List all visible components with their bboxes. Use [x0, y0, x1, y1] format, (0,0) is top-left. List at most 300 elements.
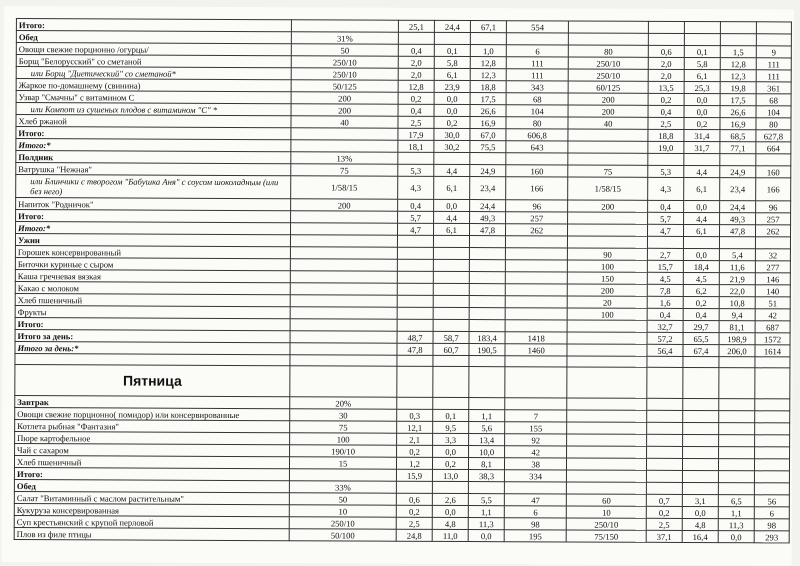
- carbs-age1: [468, 482, 504, 494]
- portion-age1: 15: [290, 457, 397, 469]
- dish-name: Хлеб ржаной: [16, 115, 291, 128]
- fat-age1: 30,2: [434, 140, 470, 152]
- carbs-age2: 47,8: [719, 225, 755, 237]
- fat-age1: 0,0: [434, 199, 470, 211]
- protein-age1: 2,5: [398, 116, 434, 128]
- carbs-age1: [469, 398, 505, 410]
- kcal-age2: 111: [756, 58, 791, 70]
- kcal-age1: 80: [506, 117, 568, 129]
- protein-age1: [397, 271, 433, 283]
- carbs-age2: 77,1: [720, 142, 756, 154]
- fat-age2: [684, 33, 720, 45]
- protein-age1: [397, 283, 433, 295]
- fat-age1: [434, 32, 470, 44]
- kcal-age1: 111: [506, 57, 568, 69]
- protein-age2: [648, 21, 684, 33]
- protein-age2: [647, 236, 683, 248]
- carbs-age1: 67,0: [470, 129, 506, 141]
- fat-age2: 4,5: [683, 272, 719, 284]
- dish-name: Горошек консервированный: [15, 246, 290, 259]
- kcal-age2: 9: [756, 46, 791, 58]
- carbs-age2: [719, 447, 755, 459]
- dish-name: Жаркое по-домашнему (свинина): [16, 79, 291, 92]
- fat-age1: 0,0: [433, 445, 469, 457]
- protein-age2: [647, 398, 683, 410]
- dish-name: Ватрушка "Нежная": [16, 163, 291, 176]
- protein-age1: 0,2: [396, 505, 432, 517]
- portion-age1: [290, 295, 397, 307]
- kcal-age1: [506, 153, 568, 165]
- protein-age1: [397, 295, 433, 307]
- kcal-age2: 627,8: [756, 130, 791, 142]
- protein-age1: 17,9: [398, 128, 434, 140]
- carbs-age2: 5,4: [719, 249, 755, 261]
- fat-age2: 31,4: [684, 129, 720, 141]
- dish-name: или Борщ "Диетический" со сметаной*: [16, 67, 291, 80]
- dish-name: Борщ "Белорусский" со сметаной: [16, 55, 291, 68]
- carbs-age2: 6,5: [718, 495, 754, 507]
- fat-age2: 0,0: [682, 506, 718, 518]
- protein-age2: 2,0: [648, 69, 684, 81]
- fat-age2: 3,1: [682, 494, 718, 506]
- fat-age2: 25,3: [684, 81, 720, 93]
- fat-age2: 0,2: [684, 117, 720, 129]
- carbs-age1: 49,3: [470, 212, 506, 224]
- portion-age2: [567, 320, 647, 332]
- fat-age1: [433, 259, 469, 271]
- protein-age1: [397, 366, 433, 397]
- portion-age2: 100: [568, 260, 648, 272]
- protein-age2: 2,7: [647, 248, 683, 260]
- kcal-age1: 42: [505, 446, 567, 458]
- portion-age1: [291, 140, 398, 152]
- protein-age1: 5,7: [398, 211, 434, 223]
- kcal-age2: [755, 447, 790, 459]
- dish-name: Хлеб пшеничный: [14, 456, 289, 469]
- fat-age2: 0,0: [683, 248, 719, 260]
- carbs-age2: [719, 357, 755, 368]
- carbs-age1: 24,9: [470, 165, 506, 177]
- dish-name: Итого:: [16, 19, 291, 32]
- fat-age2: 0,2: [683, 296, 719, 308]
- portion-age1: [290, 271, 397, 283]
- fat-age1: 3,3: [433, 433, 469, 445]
- protein-age2: [647, 410, 683, 422]
- portion-age1: [290, 331, 397, 343]
- fat-age1: 2,6: [432, 493, 468, 505]
- portion-age2: 40: [568, 117, 648, 129]
- kcal-age2: [755, 357, 790, 368]
- carbs-age2: [719, 399, 755, 411]
- fat-age2: [683, 367, 719, 398]
- portion-age2: 150: [568, 272, 648, 284]
- dish-name: Биточки куриные с сыром: [15, 258, 290, 271]
- portion-age1: [290, 247, 397, 259]
- dish-name: Какао с молоком: [15, 282, 290, 295]
- portion-age1: 50/100: [289, 529, 396, 541]
- kcal-age1: [505, 308, 567, 320]
- kcal-age1: 111: [506, 69, 568, 81]
- carbs-age2: 24,9: [720, 166, 756, 178]
- portion-age2: 250/10: [569, 57, 649, 69]
- carbs-age1: 13,4: [469, 434, 505, 446]
- protein-age1: [397, 235, 433, 247]
- dish-name: Обед: [14, 480, 289, 493]
- fat-age2: [682, 470, 718, 482]
- kcal-age2: [756, 34, 791, 46]
- carbs-age1: [469, 367, 505, 398]
- carbs-age2: 1,5: [720, 46, 756, 58]
- portion-age1: [290, 366, 397, 397]
- protein-age2: 19,0: [648, 141, 684, 153]
- portion-age1: 250/10: [291, 56, 398, 68]
- protein-age2: 0,4: [647, 308, 683, 320]
- protein-age1: [398, 152, 434, 164]
- dish-name: Котлета рыбная "Фантазия": [15, 420, 290, 433]
- carbs-age1: [469, 320, 505, 332]
- fat-age1: 23,9: [434, 80, 470, 92]
- carbs-age1: 47,8: [470, 224, 506, 236]
- fat-age2: 31,7: [684, 141, 720, 153]
- kcal-age2: 664: [756, 142, 791, 154]
- carbs-age2: 21,9: [719, 273, 755, 285]
- fat-age2: 4,8: [682, 518, 718, 530]
- fat-age2: [684, 21, 720, 33]
- protein-age1: 25,1: [398, 20, 434, 32]
- portion-age2: 250/10: [567, 518, 647, 530]
- fat-age1: 0,2: [433, 457, 469, 469]
- kcal-age2: [755, 368, 790, 399]
- fat-age1: 6,1: [434, 176, 470, 199]
- kcal-age2: [755, 435, 790, 447]
- portion-age2: 90: [568, 248, 648, 260]
- carbs-age2: 26,6: [720, 106, 756, 118]
- protein-age2: [647, 422, 683, 434]
- carbs-age2: [719, 237, 755, 249]
- carbs-age1: 17,5: [470, 93, 506, 105]
- protein-age1: 0,4: [398, 199, 434, 211]
- fat-age1: 4,4: [434, 211, 470, 223]
- carbs-age1: [469, 284, 505, 296]
- portion-age1: 30: [290, 409, 397, 421]
- carbs-age2: 16,9: [720, 118, 756, 130]
- protein-age2: 0,4: [648, 200, 684, 212]
- protein-age2: 32,7: [647, 320, 683, 332]
- portion-age2: [567, 398, 647, 410]
- fat-age1: [433, 355, 469, 366]
- portion-age2: [568, 129, 648, 141]
- table-row: [14, 528, 789, 543]
- kcal-age2: [754, 459, 789, 471]
- protein-age2: 0,6: [648, 45, 684, 57]
- portion-age2: 200: [568, 200, 648, 212]
- portion-age1: 75: [291, 164, 398, 176]
- kcal-age1: 92: [505, 434, 567, 446]
- carbs-age1: 38,3: [468, 470, 504, 482]
- fat-age1: 30,0: [434, 128, 470, 140]
- protein-age2: [648, 153, 684, 165]
- dish-name: Итого:: [14, 468, 289, 481]
- portion-age1: [291, 128, 398, 140]
- dish-name: Плов из филе птицы: [14, 528, 289, 541]
- carbs-age2: [719, 411, 755, 423]
- protein-age1: 47,8: [397, 343, 433, 355]
- carbs-age2: 206,0: [719, 345, 755, 357]
- fat-age1: 5,8: [434, 56, 470, 68]
- dish-name: Итого:*: [16, 139, 291, 152]
- dish-name: Овощи свежие порционно( помидор) или консервированные: [15, 408, 290, 421]
- carbs-age2: 23,4: [720, 178, 756, 201]
- fat-age1: 60,7: [433, 343, 469, 355]
- fat-age2: [682, 482, 718, 494]
- protein-age2: 4,5: [647, 272, 683, 284]
- dish-name: Чай с сахаром: [15, 444, 290, 457]
- kcal-age1: 343: [506, 81, 568, 93]
- fat-age2: [683, 410, 719, 422]
- carbs-age2: 49,3: [720, 213, 756, 225]
- fat-age1: [433, 366, 469, 397]
- dish-name: Узвар "Смачны" с витамином С: [16, 91, 291, 104]
- kcal-age2: 51: [755, 297, 790, 309]
- fat-age2: 6,2: [683, 284, 719, 296]
- protein-age2: 1,6: [647, 296, 683, 308]
- carbs-age1: 1,1: [468, 506, 504, 518]
- fat-age1: 24,4: [434, 20, 470, 32]
- kcal-age1: 96: [506, 200, 568, 212]
- portion-age1: 31%: [291, 32, 398, 44]
- protein-age2: [646, 470, 682, 482]
- protein-age2: 0,2: [648, 93, 684, 105]
- protein-age2: [646, 458, 682, 470]
- portion-age1: 250/10: [291, 68, 398, 80]
- table-row-alternative: [16, 175, 791, 201]
- portion-age1: 200: [291, 92, 398, 104]
- portion-age2: 20: [567, 296, 647, 308]
- portion-age1: 190/10: [290, 445, 397, 457]
- fat-age1: 4,8: [432, 517, 468, 529]
- fat-age2: 67,4: [683, 344, 719, 356]
- portion-age2: [567, 332, 647, 344]
- kcal-age2: 98: [754, 519, 789, 531]
- fat-age1: [432, 481, 468, 493]
- portion-age1: 50: [289, 493, 396, 505]
- protein-age2: 2,5: [646, 518, 682, 530]
- portion-age2: [567, 434, 647, 446]
- carbs-age1: [470, 33, 506, 45]
- kcal-age2: 166: [756, 178, 791, 201]
- kcal-age2: 146: [755, 273, 790, 285]
- protein-age2: [646, 446, 682, 458]
- fat-age2: 65,5: [683, 332, 719, 344]
- carbs-age2: [718, 483, 754, 495]
- fat-age2: 0,4: [683, 308, 719, 320]
- protein-age1: 0,4: [398, 104, 434, 116]
- fat-age2: 29,7: [683, 320, 719, 332]
- dish-name: Напиток "Родничок": [16, 198, 291, 211]
- dish-name: Ужин: [15, 234, 290, 247]
- protein-age2: 0,7: [646, 494, 682, 506]
- carbs-age2: [719, 435, 755, 447]
- protein-age1: 48,7: [397, 331, 433, 343]
- carbs-age2: [720, 22, 756, 34]
- fat-age2: [683, 398, 719, 410]
- kcal-age1: 334: [505, 470, 567, 482]
- dish-name: Обед: [16, 31, 291, 44]
- protein-age1: 2,1: [397, 433, 433, 445]
- portion-age1: [290, 259, 397, 271]
- kcal-age1: 47: [504, 494, 566, 506]
- protein-age2: 2,5: [648, 117, 684, 129]
- portion-age2: [568, 153, 648, 165]
- kcal-age2: 1614: [755, 345, 790, 357]
- carbs-age1: [469, 296, 505, 308]
- carbs-age1: 18,8: [470, 81, 506, 93]
- carbs-age1: [469, 260, 505, 272]
- protein-age1: 5,3: [398, 164, 434, 176]
- dish-name: Завтрак: [15, 396, 290, 409]
- fat-age1: [434, 152, 470, 164]
- protein-age1: [396, 481, 432, 493]
- kcal-age2: 68: [756, 94, 791, 106]
- fat-age1: 0,0: [434, 104, 470, 116]
- portion-age2: 200: [568, 105, 648, 117]
- portion-age1: 1/58/15: [291, 176, 398, 199]
- portion-age2: [568, 236, 648, 248]
- portion-age2: [567, 482, 647, 494]
- carbs-age2: 11,3: [718, 519, 754, 531]
- protein-age1: [397, 319, 433, 331]
- fat-age1: [433, 319, 469, 331]
- protein-age1: 2,0: [398, 56, 434, 68]
- kcal-age2: 111: [756, 70, 791, 82]
- carbs-age1: 26,6: [470, 105, 506, 117]
- fat-age2: 6,1: [684, 177, 720, 200]
- protein-age1: 0,4: [398, 44, 434, 56]
- kcal-age2: 80: [756, 118, 791, 130]
- carbs-age2: [719, 368, 755, 399]
- dish-name: Итого:: [15, 318, 290, 331]
- kcal-age1: [505, 356, 567, 367]
- protein-age1: [397, 259, 433, 271]
- carbs-age1: 8,1: [469, 458, 505, 470]
- kcal-age2: [754, 471, 789, 483]
- protein-age2: [648, 33, 684, 45]
- dish-name: Итого:: [16, 210, 291, 223]
- kcal-age1: [505, 367, 567, 398]
- protein-age2: [647, 356, 683, 367]
- portion-age1: 20%: [290, 397, 397, 409]
- dish-name: Пюре картофельное: [15, 432, 290, 445]
- carbs-age2: 12,3: [720, 70, 756, 82]
- fat-age1: [433, 283, 469, 295]
- kcal-age1: [506, 33, 568, 45]
- portion-age1: [291, 235, 398, 247]
- carbs-age2: 9,4: [719, 309, 755, 321]
- carbs-age1: 24,4: [470, 200, 506, 212]
- protein-age1: 0,6: [396, 493, 432, 505]
- kcal-age2: [755, 399, 790, 411]
- carbs-age1: 67,1: [470, 21, 506, 33]
- kcal-age1: 160: [506, 165, 568, 177]
- protein-age2: 57,2: [647, 332, 683, 344]
- fat-age1: 6,1: [434, 68, 470, 80]
- dish-name: Итого за день:*: [15, 342, 290, 355]
- portion-age1: 50: [291, 44, 398, 56]
- portion-age2: [567, 410, 647, 422]
- fat-age2: 4,4: [684, 212, 720, 224]
- document-page: [2, 6, 794, 565]
- portion-age2: [568, 212, 648, 224]
- protein-age2: 15,7: [647, 260, 683, 272]
- fat-age1: 58,7: [433, 331, 469, 343]
- kcal-age2: 687: [755, 321, 790, 333]
- fat-age2: [684, 153, 720, 165]
- portion-age1: [291, 20, 398, 32]
- fat-age1: 13,0: [432, 469, 468, 481]
- protein-age1: [397, 247, 433, 259]
- portion-age1: [290, 355, 397, 366]
- fat-age2: 0,0: [684, 93, 720, 105]
- dish-name: Фрукты: [15, 306, 290, 319]
- portion-age1: 10: [289, 505, 396, 517]
- fat-age1: [433, 271, 469, 283]
- protein-age2: 2,0: [648, 57, 684, 69]
- dish-name: Кукуруза консервированная: [14, 504, 289, 517]
- kcal-age2: [754, 483, 789, 495]
- protein-age1: 2,0: [398, 68, 434, 80]
- dish-name: Хлеб пшеничный: [15, 294, 290, 307]
- portion-age1: [291, 211, 398, 223]
- fat-age1: [433, 235, 469, 247]
- kcal-age2: 293: [754, 531, 789, 543]
- kcal-age1: 6: [504, 506, 566, 518]
- carbs-age2: [718, 459, 754, 471]
- kcal-age1: 643: [506, 141, 568, 153]
- carbs-age2: 0,0: [718, 531, 754, 543]
- protein-age2: 37,1: [646, 530, 682, 542]
- kcal-age1: 98: [504, 518, 566, 530]
- carbs-age1: [469, 248, 505, 260]
- kcal-age2: 277: [755, 261, 790, 273]
- dish-name: или Компот из сушеных плодов с витамином "С" *: [16, 103, 291, 116]
- portion-age1: 100: [290, 433, 397, 445]
- portion-age2: 75/150: [566, 530, 646, 542]
- carbs-age2: 24,4: [720, 201, 756, 213]
- carbs-age2: 22,0: [719, 285, 755, 297]
- portion-age2: 250/10: [568, 69, 648, 81]
- portion-age1: 13%: [291, 152, 398, 164]
- kcal-age1: 262: [506, 224, 568, 236]
- dish-name: Итого за день:: [15, 330, 290, 343]
- portion-age2: [567, 470, 647, 482]
- dish-name: Итого:: [16, 127, 291, 140]
- fat-age1: [433, 247, 469, 259]
- protein-age2: [647, 434, 683, 446]
- portion-age2: 200: [568, 93, 648, 105]
- portion-age2: [567, 422, 647, 434]
- carbs-age2: 19,8: [720, 82, 756, 94]
- carbs-age1: 190,5: [469, 344, 505, 356]
- carbs-age1: 23,4: [470, 177, 506, 200]
- protein-age2: 0,2: [646, 506, 682, 518]
- fat-age1: 9,5: [433, 421, 469, 433]
- protein-age1: 12,8: [398, 80, 434, 92]
- portion-age1: [290, 319, 397, 331]
- dish-name: Овощи свежие порционно /огурцы/: [16, 43, 291, 56]
- protein-age2: 0,4: [648, 105, 684, 117]
- dish-name: или Блинчики с творогом "Бабушка Аня" с соусом шоколадным (или без него): [16, 175, 291, 199]
- protein-age2: 13,5: [648, 81, 684, 93]
